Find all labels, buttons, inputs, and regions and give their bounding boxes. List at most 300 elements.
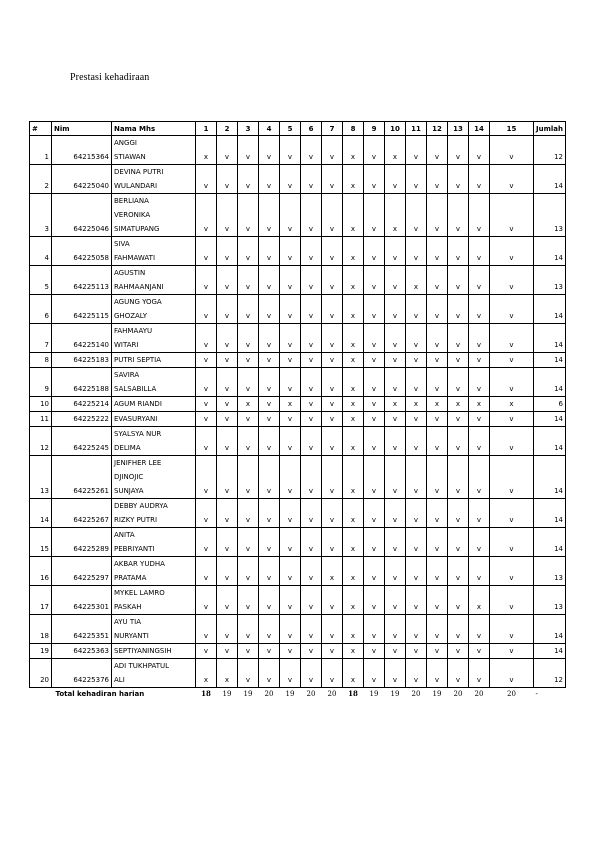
attendance-mark: v	[406, 427, 427, 456]
student-nim: 64225363	[52, 644, 112, 659]
attendance-mark: x	[322, 557, 343, 586]
row-number: 19	[30, 644, 52, 659]
attendance-mark: x	[343, 295, 364, 324]
attendance-mark: v	[469, 644, 490, 659]
table-row	[30, 528, 566, 557]
daily-total: 20	[507, 690, 516, 698]
student-nim: 64225351	[52, 615, 112, 644]
attendance-mark: v	[427, 615, 448, 644]
attendance-mark: v	[448, 528, 469, 557]
student-name: AGUNG YOGA GHOZALY	[112, 295, 196, 324]
row-total: 14	[534, 644, 566, 659]
attendance-mark: v	[364, 324, 385, 353]
attendance-mark: x	[238, 397, 259, 412]
student-name: DEBBY AUDRYA RIZKY PUTRI	[112, 499, 196, 528]
header-session-7: 7	[322, 122, 343, 136]
student-nim: 64225267	[52, 499, 112, 528]
table-row	[30, 237, 566, 266]
daily-total: 18	[201, 689, 211, 698]
attendance-mark: v	[364, 266, 385, 295]
attendance-mark: v	[385, 528, 406, 557]
attendance-mark: v	[280, 194, 301, 237]
attendance-mark: v	[322, 615, 343, 644]
attendance-mark: v	[427, 266, 448, 295]
attendance-mark: v	[238, 237, 259, 266]
attendance-mark: v	[385, 266, 406, 295]
attendance-mark: v	[385, 412, 406, 427]
daily-total: 20	[327, 690, 337, 698]
attendance-mark: v	[490, 644, 534, 659]
attendance-mark: x	[469, 586, 490, 615]
attendance-mark: v	[469, 528, 490, 557]
attendance-mark: v	[322, 194, 343, 237]
student-name: SYALSYA NUR DELIMA	[112, 427, 196, 456]
attendance-mark: v	[469, 165, 490, 194]
daily-total: 19	[285, 690, 295, 698]
attendance-mark: v	[301, 586, 322, 615]
attendance-mark: v	[280, 368, 301, 397]
attendance-mark: v	[301, 266, 322, 295]
header-total: Jumlah	[534, 122, 566, 136]
attendance-mark: v	[490, 659, 534, 688]
row-number: 12	[30, 427, 52, 456]
row-number: 17	[30, 586, 52, 615]
attendance-mark: v	[322, 165, 343, 194]
attendance-mark: v	[238, 368, 259, 397]
attendance-mark: v	[259, 324, 280, 353]
attendance-mark: v	[490, 368, 534, 397]
attendance-mark: v	[322, 295, 343, 324]
attendance-mark: v	[196, 165, 217, 194]
student-name: PUTRI SEPTIA	[112, 353, 196, 368]
attendance-mark: v	[301, 324, 322, 353]
attendance-mark: v	[490, 412, 534, 427]
attendance-mark: v	[364, 412, 385, 427]
attendance-mark: v	[196, 295, 217, 324]
table-row	[30, 397, 566, 412]
row-total: 13	[534, 586, 566, 615]
attendance-mark: v	[301, 165, 322, 194]
attendance-mark: v	[448, 295, 469, 324]
attendance-mark: v	[469, 615, 490, 644]
attendance-mark: v	[469, 659, 490, 688]
attendance-mark: v	[238, 615, 259, 644]
attendance-mark: v	[322, 324, 343, 353]
attendance-mark: v	[217, 557, 238, 586]
row-total: 14	[534, 324, 566, 353]
attendance-mark: v	[364, 557, 385, 586]
attendance-mark: v	[469, 324, 490, 353]
attendance-mark: v	[322, 528, 343, 557]
attendance-mark: v	[301, 237, 322, 266]
daily-total: 19	[222, 690, 232, 698]
attendance-mark: v	[217, 237, 238, 266]
attendance-mark: v	[217, 266, 238, 295]
attendance-mark: v	[196, 412, 217, 427]
attendance-mark: v	[406, 368, 427, 397]
attendance-mark: v	[406, 295, 427, 324]
daily-total: 20	[474, 690, 484, 698]
attendance-mark: v	[427, 165, 448, 194]
attendance-mark: v	[427, 412, 448, 427]
student-nim: 64225301	[52, 586, 112, 615]
attendance-mark: v	[469, 427, 490, 456]
attendance-mark: v	[196, 557, 217, 586]
attendance-mark: x	[343, 165, 364, 194]
attendance-mark: v	[427, 659, 448, 688]
attendance-mark: v	[406, 615, 427, 644]
attendance-mark: v	[259, 528, 280, 557]
attendance-mark: v	[280, 353, 301, 368]
row-total: 6	[534, 397, 566, 412]
attendance-mark: x	[385, 397, 406, 412]
attendance-mark: v	[238, 557, 259, 586]
attendance-mark: v	[406, 644, 427, 659]
attendance-mark: x	[343, 427, 364, 456]
row-total: 14	[534, 427, 566, 456]
header-name: Nama Mhs	[112, 122, 196, 136]
attendance-mark: v	[217, 427, 238, 456]
header-session-6: 6	[301, 122, 322, 136]
attendance-mark: v	[196, 456, 217, 499]
attendance-mark: v	[448, 456, 469, 499]
row-total: 14	[534, 295, 566, 324]
row-number: 10	[30, 397, 52, 412]
attendance-mark: x	[343, 586, 364, 615]
attendance-mark: v	[448, 237, 469, 266]
attendance-mark: v	[490, 295, 534, 324]
attendance-mark: v	[490, 353, 534, 368]
attendance-mark: v	[427, 295, 448, 324]
attendance-mark: v	[259, 397, 280, 412]
attendance-mark: v	[238, 427, 259, 456]
attendance-mark: v	[469, 412, 490, 427]
header-nim: Nim	[52, 122, 112, 136]
header-session-15: 15	[490, 122, 534, 136]
row-number: 9	[30, 368, 52, 397]
attendance-mark: v	[217, 136, 238, 165]
attendance-mark: v	[448, 136, 469, 165]
totals-label: Total kehadiran harian	[55, 690, 145, 698]
row-total: 12	[534, 136, 566, 165]
attendance-mark: v	[217, 295, 238, 324]
attendance-mark: v	[217, 528, 238, 557]
student-nim: 64225214	[52, 397, 112, 412]
attendance-mark: v	[448, 194, 469, 237]
attendance-mark: v	[469, 456, 490, 499]
table-row	[30, 353, 566, 368]
student-nim: 64225188	[52, 368, 112, 397]
attendance-mark: v	[448, 324, 469, 353]
attendance-mark: v	[490, 528, 534, 557]
attendance-mark: v	[196, 194, 217, 237]
student-nim: 64225113	[52, 266, 112, 295]
attendance-mark: v	[448, 266, 469, 295]
attendance-mark: v	[238, 644, 259, 659]
attendance-mark: v	[301, 456, 322, 499]
attendance-mark: v	[301, 295, 322, 324]
attendance-mark: v	[385, 165, 406, 194]
attendance-mark: x	[343, 615, 364, 644]
header-session-11: 11	[406, 122, 427, 136]
attendance-mark: x	[343, 412, 364, 427]
attendance-mark: v	[364, 136, 385, 165]
daily-total: 18	[348, 689, 358, 698]
attendance-mark: x	[343, 499, 364, 528]
row-number: 14	[30, 499, 52, 528]
attendance-mark: v	[406, 557, 427, 586]
attendance-mark: v	[196, 266, 217, 295]
attendance-mark: v	[280, 528, 301, 557]
attendance-mark: v	[196, 615, 217, 644]
attendance-mark: v	[364, 528, 385, 557]
header-session-3: 3	[238, 122, 259, 136]
attendance-mark: v	[469, 368, 490, 397]
attendance-mark: v	[385, 368, 406, 397]
header-session-13: 13	[448, 122, 469, 136]
attendance-mark: v	[364, 499, 385, 528]
attendance-mark: v	[490, 237, 534, 266]
daily-total: 20	[264, 690, 274, 698]
totals-jumlah: -	[535, 690, 538, 698]
row-total: 14	[534, 412, 566, 427]
attendance-mark: v	[427, 499, 448, 528]
attendance-mark: v	[301, 397, 322, 412]
attendance-mark: x	[406, 266, 427, 295]
attendance-mark: v	[238, 194, 259, 237]
attendance-mark: v	[322, 586, 343, 615]
attendance-mark: v	[364, 165, 385, 194]
attendance-mark: x	[448, 397, 469, 412]
attendance-mark: v	[490, 266, 534, 295]
attendance-mark: v	[427, 324, 448, 353]
attendance-mark: v	[385, 586, 406, 615]
attendance-mark: v	[406, 659, 427, 688]
row-number: 18	[30, 615, 52, 644]
table-row	[30, 659, 566, 688]
attendance-mark: v	[385, 644, 406, 659]
attendance-mark: v	[322, 237, 343, 266]
student-name: AKBAR YUDHA PRATAMA	[112, 557, 196, 586]
attendance-mark: v	[280, 659, 301, 688]
student-nim: 64225140	[52, 324, 112, 353]
attendance-mark: v	[322, 412, 343, 427]
attendance-mark: x	[343, 397, 364, 412]
attendance-mark: v	[406, 586, 427, 615]
attendance-mark: x	[385, 194, 406, 237]
table-row	[30, 644, 566, 659]
table-row	[30, 499, 566, 528]
header-session-12: 12	[427, 122, 448, 136]
table-row	[30, 615, 566, 644]
attendance-mark: v	[259, 237, 280, 266]
row-number: 2	[30, 165, 52, 194]
attendance-mark: x	[343, 136, 364, 165]
row-total: 13	[534, 266, 566, 295]
attendance-mark: x	[343, 324, 364, 353]
attendance-mark: v	[427, 353, 448, 368]
table-row	[30, 194, 566, 237]
attendance-mark: v	[280, 237, 301, 266]
attendance-mark: v	[238, 324, 259, 353]
attendance-mark: x	[343, 528, 364, 557]
attendance-mark: x	[196, 136, 217, 165]
attendance-mark: v	[364, 644, 385, 659]
attendance-mark: v	[196, 427, 217, 456]
row-number: 7	[30, 324, 52, 353]
attendance-mark: v	[301, 136, 322, 165]
row-total: 14	[534, 456, 566, 499]
attendance-mark: v	[490, 324, 534, 353]
attendance-mark: x	[217, 659, 238, 688]
row-total: 14	[534, 499, 566, 528]
page-title: Prestasi kehadiraan	[70, 72, 150, 83]
attendance-mark: v	[196, 499, 217, 528]
attendance-mark: v	[490, 456, 534, 499]
header-session-10: 10	[385, 122, 406, 136]
attendance-mark: v	[301, 427, 322, 456]
attendance-mark: v	[259, 266, 280, 295]
table-header-row	[30, 122, 566, 136]
attendance-mark: v	[427, 528, 448, 557]
table-row	[30, 586, 566, 615]
attendance-mark: v	[259, 368, 280, 397]
attendance-mark: v	[385, 237, 406, 266]
attendance-mark: x	[385, 136, 406, 165]
attendance-mark: v	[364, 237, 385, 266]
attendance-mark: v	[217, 353, 238, 368]
attendance-mark: v	[322, 397, 343, 412]
attendance-mark: v	[427, 586, 448, 615]
attendance-mark: v	[196, 586, 217, 615]
attendance-mark: v	[448, 368, 469, 397]
table-row	[30, 266, 566, 295]
student-nim: 64225261	[52, 456, 112, 499]
row-total: 14	[534, 528, 566, 557]
attendance-mark: x	[280, 397, 301, 412]
attendance-mark: v	[385, 659, 406, 688]
attendance-mark: v	[238, 659, 259, 688]
attendance-mark: v	[238, 499, 259, 528]
header-session-4: 4	[259, 122, 280, 136]
attendance-mark: v	[364, 295, 385, 324]
attendance-mark: v	[322, 456, 343, 499]
student-nim: 64225183	[52, 353, 112, 368]
attendance-mark: v	[259, 412, 280, 427]
attendance-mark: v	[448, 353, 469, 368]
student-nim: 64225058	[52, 237, 112, 266]
attendance-mark: v	[217, 368, 238, 397]
row-total: 14	[534, 165, 566, 194]
attendance-mark: v	[490, 615, 534, 644]
attendance-mark: v	[427, 557, 448, 586]
daily-total: 20	[411, 690, 421, 698]
attendance-mark: v	[301, 644, 322, 659]
row-total: 13	[534, 557, 566, 586]
attendance-mark: x	[427, 397, 448, 412]
row-total: 14	[534, 615, 566, 644]
attendance-mark: v	[490, 136, 534, 165]
attendance-mark: v	[406, 412, 427, 427]
attendance-mark: v	[259, 295, 280, 324]
row-number: 4	[30, 237, 52, 266]
attendance-mark: v	[406, 456, 427, 499]
attendance-mark: v	[469, 353, 490, 368]
attendance-mark: v	[280, 165, 301, 194]
attendance-mark: v	[448, 557, 469, 586]
student-nim: 64225046	[52, 194, 112, 237]
attendance-mark: v	[217, 644, 238, 659]
attendance-mark: v	[469, 295, 490, 324]
attendance-mark: v	[217, 397, 238, 412]
attendance-mark: v	[259, 353, 280, 368]
table-row	[30, 427, 566, 456]
row-number: 11	[30, 412, 52, 427]
row-number: 3	[30, 194, 52, 237]
attendance-mark: v	[364, 397, 385, 412]
attendance-mark: x	[343, 368, 364, 397]
attendance-mark: v	[322, 353, 343, 368]
attendance-mark: v	[448, 427, 469, 456]
student-name: DEVINA PUTRI WULANDARI	[112, 165, 196, 194]
student-nim: 64215364	[52, 136, 112, 165]
attendance-mark: x	[343, 194, 364, 237]
attendance-mark: v	[259, 586, 280, 615]
attendance-mark: v	[490, 499, 534, 528]
attendance-mark: v	[280, 557, 301, 586]
attendance-mark: v	[217, 456, 238, 499]
student-name: EVASURYANI	[112, 412, 196, 427]
attendance-mark: v	[385, 295, 406, 324]
student-name: AYU TIA NURYANTI	[112, 615, 196, 644]
attendance-mark: v	[280, 615, 301, 644]
attendance-mark: v	[385, 499, 406, 528]
attendance-mark: v	[301, 412, 322, 427]
totals-spacer	[30, 688, 52, 701]
attendance-mark: v	[427, 368, 448, 397]
table-row	[30, 324, 566, 353]
attendance-mark: v	[427, 644, 448, 659]
attendance-mark: v	[448, 412, 469, 427]
attendance-mark: v	[364, 427, 385, 456]
attendance-mark: v	[259, 659, 280, 688]
attendance-mark: v	[301, 615, 322, 644]
attendance-mark: v	[364, 353, 385, 368]
attendance-mark: v	[448, 499, 469, 528]
attendance-mark: x	[343, 659, 364, 688]
attendance-mark: v	[448, 659, 469, 688]
table-row	[30, 456, 566, 499]
row-total: 13	[534, 194, 566, 237]
attendance-mark: v	[259, 644, 280, 659]
student-nim: 64225297	[52, 557, 112, 586]
attendance-mark: v	[406, 194, 427, 237]
row-number: 16	[30, 557, 52, 586]
attendance-mark: v	[469, 499, 490, 528]
attendance-mark: v	[217, 586, 238, 615]
attendance-mark: v	[322, 368, 343, 397]
row-number: 8	[30, 353, 52, 368]
attendance-mark: v	[217, 412, 238, 427]
attendance-mark: v	[217, 165, 238, 194]
attendance-mark: v	[301, 659, 322, 688]
attendance-mark: v	[322, 499, 343, 528]
attendance-table	[29, 121, 566, 700]
row-number: 15	[30, 528, 52, 557]
attendance-mark: v	[280, 136, 301, 165]
attendance-mark: v	[196, 353, 217, 368]
attendance-mark: v	[259, 456, 280, 499]
